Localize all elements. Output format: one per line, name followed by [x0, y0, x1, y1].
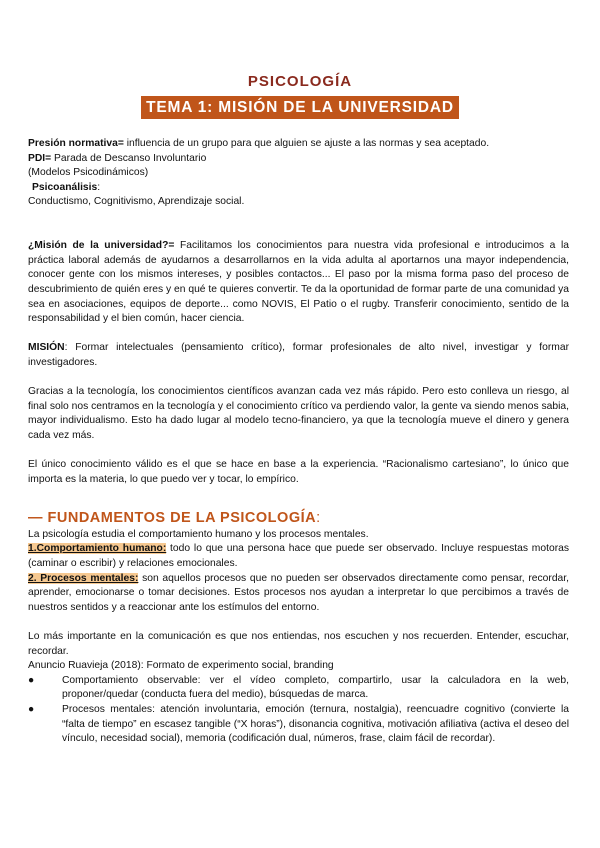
topic-banner: TEMA 1: MISIÓN DE LA UNIVERSIDAD: [141, 96, 459, 119]
banner-wrap: [0, 96, 600, 119]
mision-label: MISIÓN: [28, 342, 65, 354]
presion-line: [28, 137, 569, 152]
presion-label: Presión normativa=: [28, 138, 124, 149]
spacer: [28, 371, 569, 386]
spacer: [28, 487, 569, 502]
comportamiento-label: 1.Comportamiento humano:: [28, 543, 167, 555]
mision-text: : Formar intelectuales (pensamiento crítico), formar profesionales de alto nivel, investigar y formar investigadores.: [28, 342, 569, 368]
corrientes-line: Conductismo, Cognitivismo, Aprendizaje social.: [28, 196, 245, 208]
section-colon: :: [316, 509, 321, 526]
psico-label: Psicoanálisis: [32, 181, 98, 193]
document-title: PSICOLOGÍA: [247, 73, 353, 90]
bullet-text: Comportamiento observable: ver el vídeo completo, compartirlo, usar la calculadora en la web, proponer/quedar (conducta fuera del medio), búsquedas de marca.: [62, 674, 569, 701]
procesos-label: 2. Procesos mentales:: [28, 572, 139, 584]
spacer: [28, 443, 569, 458]
comunicacion-paragraph: Lo más importante en la comunicación es que nos entiendas, nos escuchen y nos recuerden. Entender, escuchar, recordar.: [28, 631, 569, 657]
comportamiento-text: todo lo que una persona hace que puede ser observado. Incluye respuestas motoras (caminar o escribir) y relaciones emocionales.: [28, 543, 569, 570]
mision-paragraph: [28, 341, 569, 370]
procesos-paragraph: [28, 572, 569, 616]
bullet-dot: ●: [28, 703, 35, 715]
bullet-dot: ●: [28, 674, 35, 686]
psico-colon: :: [97, 181, 101, 193]
section-heading: [28, 508, 569, 528]
spacer: [28, 327, 569, 342]
procesos-text: son aquellos procesos que no pueden ser observados directamente como pensar, recordar, aprender, emocionarse o tomar decisiones. Estos procesos nos ayudan a interpretar lo que percibimos a través de nuestros sentidos y a reaccionar ante los estímulos del entorno.: [28, 572, 569, 613]
presion-text: influencia de un grupo para que alguien se ajuste a las normas y sea aceptado.: [123, 138, 490, 149]
pdi-line: [28, 152, 569, 167]
spacer: [28, 210, 569, 225]
pdi-text: Parada de Descanso Involuntario: [51, 152, 207, 164]
modelos-line: (Modelos Psicodinámicos): [28, 167, 149, 179]
spacer: [28, 615, 569, 630]
tecnologia-paragraph: Gracias a la tecnología, los conocimientos científicos avanzan cada vez más rápido. Pero esto conlleva un riesgo, al final solo nos centramos en la tecnología y el conocimiento crítico va perdiendo valor, la gente va siendo menos sabia, mayor individualismo. Esto ha dado lugar al modelo tecno-financiero, ya que la tecnología mueve el dinero y genera cada vez más.: [28, 386, 569, 441]
mision-question-paragraph: [28, 239, 569, 327]
list-item: [28, 674, 569, 703]
comportamiento-paragraph: [28, 542, 569, 571]
spacer: [28, 225, 569, 240]
conocimiento-paragraph: El único conocimiento válido es el que se hace en base a la experiencia. “Racionalismo cartesiano”, lo único que importa es la materia, lo que puedo ver y tocar, lo empírico.: [28, 459, 569, 485]
anuncio-line: Anuncio Ruavieja (2018): Formato de experimento social, branding: [28, 660, 334, 672]
estudia-line: La psicología estudia el comportamiento humano y los procesos mentales.: [28, 528, 369, 540]
psico-line: [28, 181, 569, 196]
bullet-text: Procesos mentales: atención involuntaria, emoción (ternura, nostalgia), reencuadre cognitivo (convierte la “falta de tiempo” en escasez tangible (“X horas”), disonancia cognitiva, motivación afiliativa (activa el deseo del vínculo, necesidad social), memoria (codificación dual, números, frase, claim fácil de recordar).: [62, 703, 569, 745]
mision-question-label: ¿Misión de la universidad?=: [28, 240, 175, 252]
pdi-label: PDI=: [28, 152, 52, 164]
mision-question-text: Facilitamos los conocimientos para nuestra vida profesional e introducimos a la práctica laboral además de ayudarnos a desarrollarnos en la vida adulta al aportarnos una mayor independencia, conocer gente con los mismos intereses, y posibles contactos... El paso por la misma forma paso del proceso de descubrimiento de quién eres y en qué te quieres convertir. Te da la oportunidad de formar parte de una comunidad ya sea en asociaciones, equipos de deporte... como NOVIS, El Patio o el rugby. Transferir conocimiento, sentido de la responsabilidad y el bien común, hacer ciencia.: [28, 240, 569, 325]
document-body: [28, 137, 569, 747]
section-title: — FUNDAMENTOS DE LA PSICOLOGÍA: [28, 509, 317, 526]
list-item: [28, 703, 569, 747]
